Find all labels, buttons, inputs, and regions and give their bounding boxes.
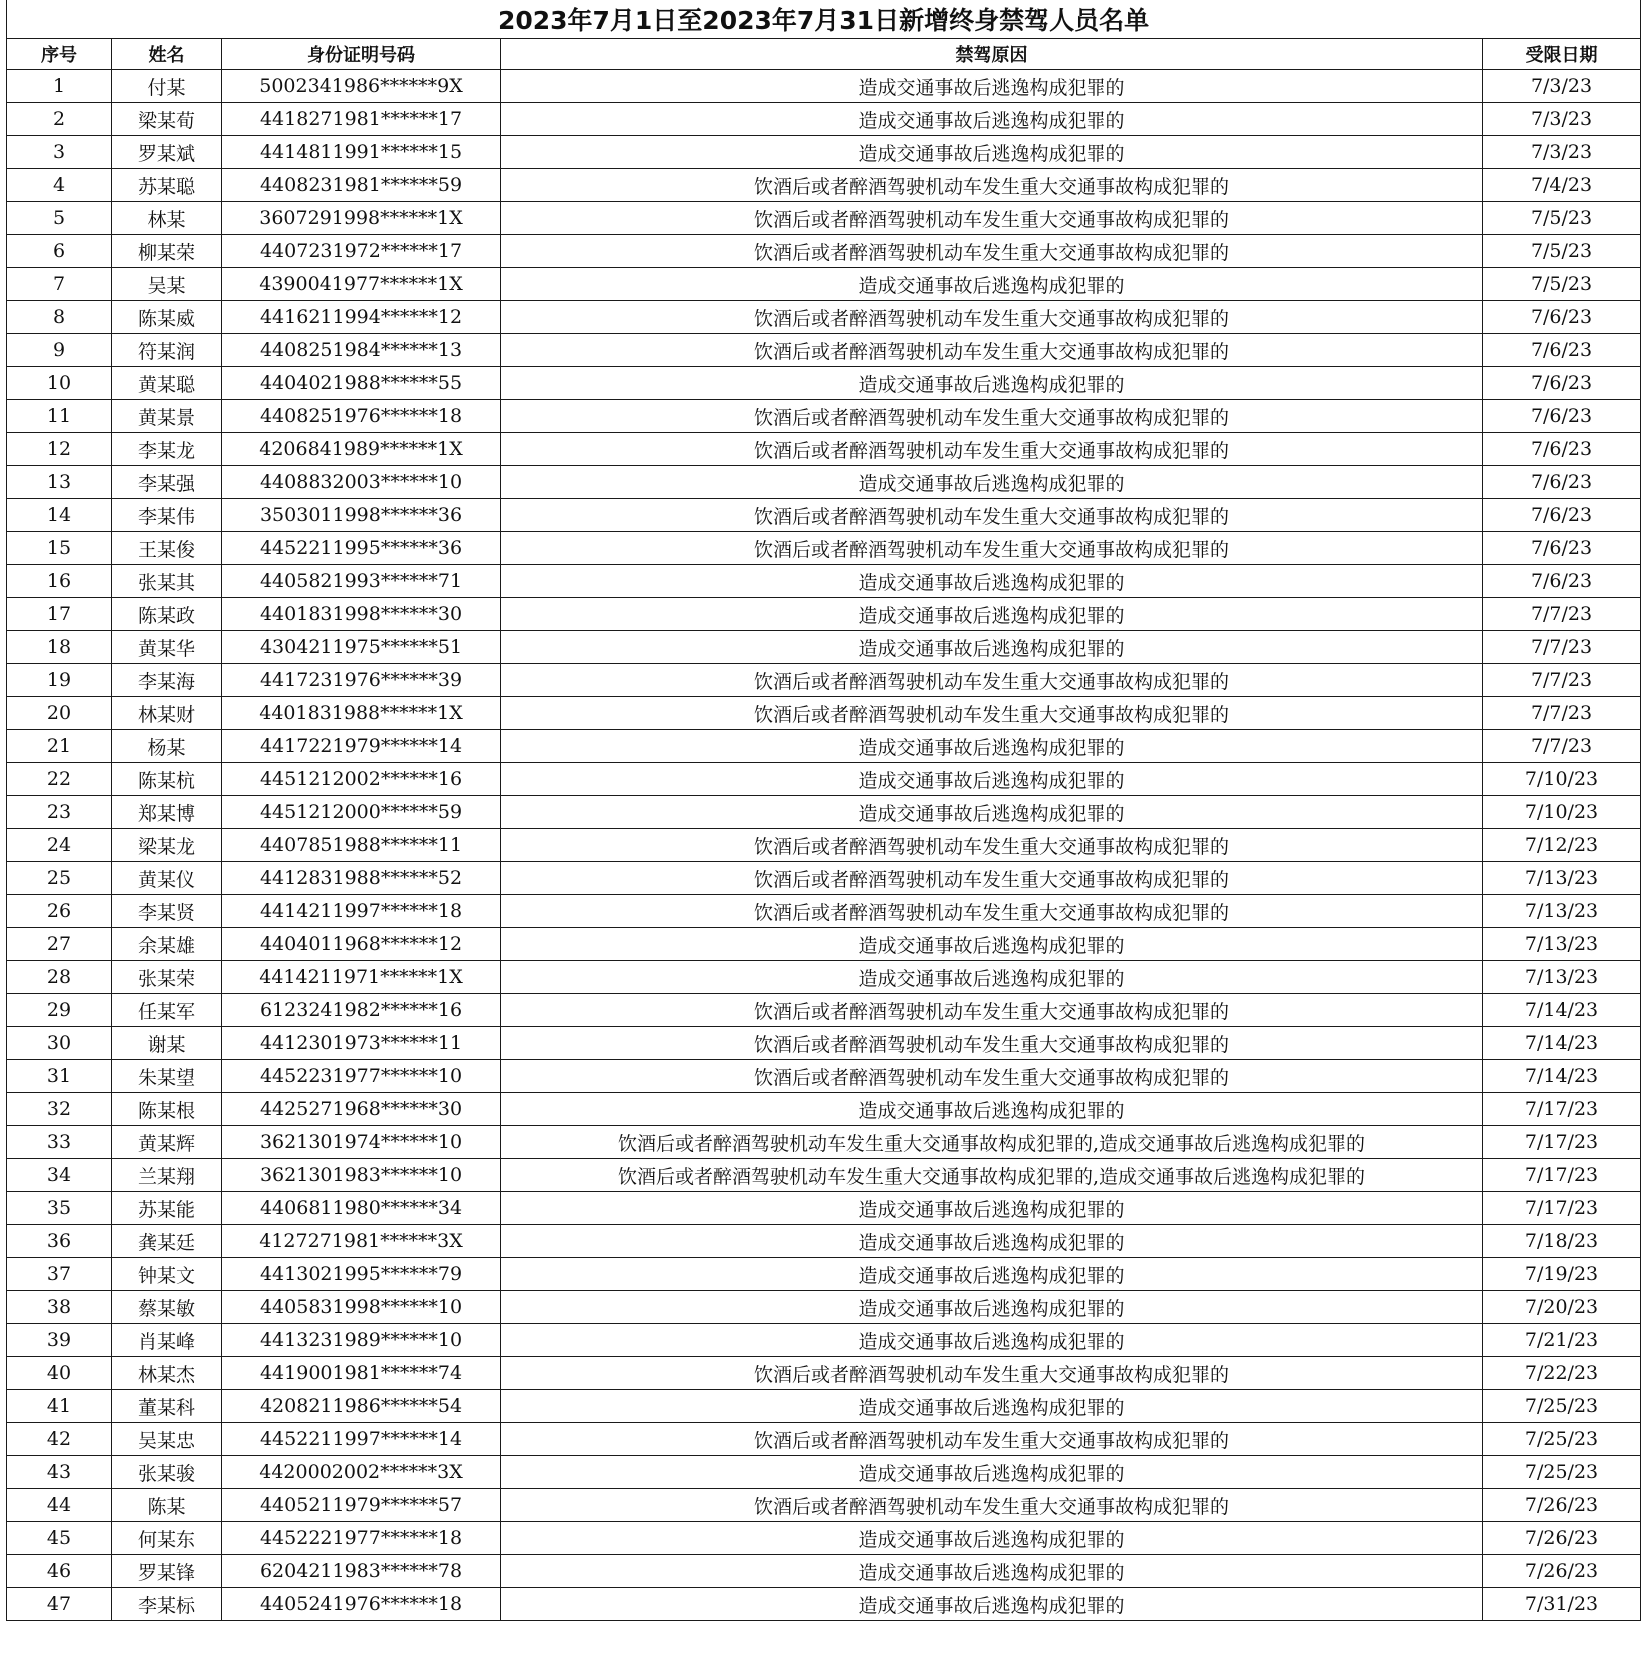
cell-reason: 饮酒后或者醉酒驾驶机动车发生重大交通事故构成犯罪的 [501, 895, 1483, 928]
cell-seq: 32 [7, 1093, 112, 1126]
cell-reason: 造成交通事故后逃逸构成犯罪的 [501, 1555, 1483, 1588]
cell-seq: 1 [7, 70, 112, 103]
cell-name: 付某 [112, 70, 222, 103]
cell-seq: 37 [7, 1258, 112, 1291]
cell-name: 黄某景 [112, 400, 222, 433]
cell-reason: 造成交通事故后逃逸构成犯罪的 [501, 1093, 1483, 1126]
cell-id-number: 4416211994******12 [222, 301, 501, 334]
cell-name: 陈某政 [112, 598, 222, 631]
cell-id-number: 4452211995******36 [222, 532, 501, 565]
cell-reason: 造成交通事故后逃逸构成犯罪的 [501, 763, 1483, 796]
table-row [7, 433, 1641, 466]
cell-reason: 饮酒后或者醉酒驾驶机动车发生重大交通事故构成犯罪的 [501, 499, 1483, 532]
cell-seq: 22 [7, 763, 112, 796]
cell-date: 7/7/23 [1483, 697, 1641, 730]
cell-name: 林某杰 [112, 1357, 222, 1390]
cell-reason: 饮酒后或者醉酒驾驶机动车发生重大交通事故构成犯罪的 [501, 1423, 1483, 1456]
cell-date: 7/7/23 [1483, 730, 1641, 763]
cell-date: 7/22/23 [1483, 1357, 1641, 1390]
cell-reason: 饮酒后或者醉酒驾驶机动车发生重大交通事故构成犯罪的 [501, 1027, 1483, 1060]
cell-name: 李某标 [112, 1588, 222, 1621]
cell-reason: 饮酒后或者醉酒驾驶机动车发生重大交通事故构成犯罪的 [501, 202, 1483, 235]
cell-date: 7/5/23 [1483, 268, 1641, 301]
cell-date: 7/13/23 [1483, 961, 1641, 994]
cell-reason: 饮酒后或者醉酒驾驶机动车发生重大交通事故构成犯罪的 [501, 400, 1483, 433]
cell-id-number: 4413231989******10 [222, 1324, 501, 1357]
cell-name: 李某强 [112, 466, 222, 499]
cell-name: 陈某杭 [112, 763, 222, 796]
cell-id-number: 4206841989******1X [222, 433, 501, 466]
cell-seq: 9 [7, 334, 112, 367]
cell-reason: 造成交通事故后逃逸构成犯罪的 [501, 1225, 1483, 1258]
cell-name: 符某润 [112, 334, 222, 367]
cell-id-number: 4408251976******18 [222, 400, 501, 433]
table-row [7, 1324, 1641, 1357]
cell-id-number: 3621301983******10 [222, 1159, 501, 1192]
cell-reason: 造成交通事故后逃逸构成犯罪的 [501, 1588, 1483, 1621]
cell-name: 陈某 [112, 1489, 222, 1522]
cell-reason: 造成交通事故后逃逸构成犯罪的 [501, 466, 1483, 499]
cell-date: 7/10/23 [1483, 796, 1641, 829]
cell-id-number: 4413021995******79 [222, 1258, 501, 1291]
cell-name: 陈某威 [112, 301, 222, 334]
table-row [7, 169, 1641, 202]
cell-name: 何某东 [112, 1522, 222, 1555]
cell-name: 陈某根 [112, 1093, 222, 1126]
header-name: 姓名 [112, 39, 222, 70]
cell-date: 7/17/23 [1483, 1159, 1641, 1192]
cell-reason: 饮酒后或者醉酒驾驶机动车发生重大交通事故构成犯罪的,造成交通事故后逃逸构成犯罪的 [501, 1126, 1483, 1159]
table-row [7, 367, 1641, 400]
table-row [7, 466, 1641, 499]
cell-reason: 造成交通事故后逃逸构成犯罪的 [501, 961, 1483, 994]
cell-id-number: 4451212000******59 [222, 796, 501, 829]
cell-id-number: 4417231976******39 [222, 664, 501, 697]
cell-id-number: 3503011998******36 [222, 499, 501, 532]
cell-reason: 饮酒后或者醉酒驾驶机动车发生重大交通事故构成犯罪的 [501, 1357, 1483, 1390]
cell-reason: 造成交通事故后逃逸构成犯罪的 [501, 1258, 1483, 1291]
cell-id-number: 4414211971******1X [222, 961, 501, 994]
table-row [7, 1555, 1641, 1588]
cell-name: 黄某辉 [112, 1126, 222, 1159]
cell-id-number: 4414211997******18 [222, 895, 501, 928]
cell-date: 7/6/23 [1483, 433, 1641, 466]
cell-reason: 饮酒后或者醉酒驾驶机动车发生重大交通事故构成犯罪的 [501, 664, 1483, 697]
table-row [7, 103, 1641, 136]
cell-date: 7/26/23 [1483, 1489, 1641, 1522]
cell-seq: 17 [7, 598, 112, 631]
table-row [7, 1522, 1641, 1555]
cell-name: 吴某忠 [112, 1423, 222, 1456]
cell-date: 7/17/23 [1483, 1126, 1641, 1159]
table-row [7, 862, 1641, 895]
cell-seq: 38 [7, 1291, 112, 1324]
cell-seq: 31 [7, 1060, 112, 1093]
cell-reason: 造成交通事故后逃逸构成犯罪的 [501, 103, 1483, 136]
cell-seq: 14 [7, 499, 112, 532]
cell-seq: 23 [7, 796, 112, 829]
cell-date: 7/7/23 [1483, 631, 1641, 664]
cell-id-number: 4452221977******18 [222, 1522, 501, 1555]
cell-date: 7/31/23 [1483, 1588, 1641, 1621]
cell-id-number: 4425271968******30 [222, 1093, 501, 1126]
cell-name: 李某伟 [112, 499, 222, 532]
table-row [7, 1126, 1641, 1159]
table-row [7, 400, 1641, 433]
cell-id-number: 6204211983******78 [222, 1555, 501, 1588]
cell-date: 7/3/23 [1483, 70, 1641, 103]
table-row [7, 1093, 1641, 1126]
cell-seq: 20 [7, 697, 112, 730]
cell-date: 7/6/23 [1483, 301, 1641, 334]
cell-name: 钟某文 [112, 1258, 222, 1291]
table-row [7, 1357, 1641, 1390]
cell-name: 柳某荣 [112, 235, 222, 268]
cell-id-number: 5002341986******9X [222, 70, 501, 103]
cell-date: 7/14/23 [1483, 994, 1641, 1027]
cell-date: 7/25/23 [1483, 1423, 1641, 1456]
cell-reason: 造成交通事故后逃逸构成犯罪的 [501, 1192, 1483, 1225]
cell-name: 苏某能 [112, 1192, 222, 1225]
cell-seq: 2 [7, 103, 112, 136]
cell-seq: 43 [7, 1456, 112, 1489]
cell-id-number: 4407851988******11 [222, 829, 501, 862]
cell-seq: 42 [7, 1423, 112, 1456]
cell-id-number: 4401831988******1X [222, 697, 501, 730]
cell-reason: 饮酒后或者醉酒驾驶机动车发生重大交通事故构成犯罪的 [501, 169, 1483, 202]
table-row [7, 829, 1641, 862]
cell-reason: 造成交通事故后逃逸构成犯罪的 [501, 1390, 1483, 1423]
table-row [7, 763, 1641, 796]
cell-name: 林某 [112, 202, 222, 235]
cell-date: 7/7/23 [1483, 664, 1641, 697]
cell-date: 7/19/23 [1483, 1258, 1641, 1291]
cell-id-number: 4404011968******12 [222, 928, 501, 961]
cell-seq: 46 [7, 1555, 112, 1588]
table-row [7, 1060, 1641, 1093]
cell-reason: 造成交通事故后逃逸构成犯罪的 [501, 1291, 1483, 1324]
cell-id-number: 4408231981******59 [222, 169, 501, 202]
cell-reason: 饮酒后或者醉酒驾驶机动车发生重大交通事故构成犯罪的 [501, 1489, 1483, 1522]
table-row [7, 730, 1641, 763]
cell-seq: 13 [7, 466, 112, 499]
cell-name: 张某荣 [112, 961, 222, 994]
cell-id-number: 4404021988******55 [222, 367, 501, 400]
table-row [7, 994, 1641, 1027]
cell-id-number: 4408251984******13 [222, 334, 501, 367]
cell-reason: 造成交通事故后逃逸构成犯罪的 [501, 565, 1483, 598]
cell-reason: 饮酒后或者醉酒驾驶机动车发生重大交通事故构成犯罪的 [501, 301, 1483, 334]
table-row [7, 499, 1641, 532]
cell-name: 黄某仪 [112, 862, 222, 895]
cell-name: 李某海 [112, 664, 222, 697]
table-row [7, 697, 1641, 730]
cell-date: 7/13/23 [1483, 895, 1641, 928]
cell-reason: 造成交通事故后逃逸构成犯罪的 [501, 367, 1483, 400]
cell-date: 7/26/23 [1483, 1522, 1641, 1555]
cell-reason: 饮酒后或者醉酒驾驶机动车发生重大交通事故构成犯罪的 [501, 829, 1483, 862]
cell-name: 兰某翔 [112, 1159, 222, 1192]
cell-id-number: 4401831998******30 [222, 598, 501, 631]
cell-name: 张某骏 [112, 1456, 222, 1489]
table-row [7, 928, 1641, 961]
cell-date: 7/3/23 [1483, 136, 1641, 169]
cell-id-number: 4452211997******14 [222, 1423, 501, 1456]
cell-id-number: 4406811980******34 [222, 1192, 501, 1225]
cell-seq: 29 [7, 994, 112, 1027]
header-date: 受限日期 [1483, 39, 1641, 70]
table-row [7, 1390, 1641, 1423]
cell-date: 7/4/23 [1483, 169, 1641, 202]
cell-id-number: 4405821993******71 [222, 565, 501, 598]
cell-name: 黄某华 [112, 631, 222, 664]
cell-reason: 饮酒后或者醉酒驾驶机动车发生重大交通事故构成犯罪的 [501, 862, 1483, 895]
cell-reason: 饮酒后或者醉酒驾驶机动车发生重大交通事故构成犯罪的 [501, 334, 1483, 367]
cell-id-number: 4452231977******10 [222, 1060, 501, 1093]
cell-date: 7/21/23 [1483, 1324, 1641, 1357]
cell-name: 梁某龙 [112, 829, 222, 862]
cell-seq: 39 [7, 1324, 112, 1357]
cell-id-number: 4127271981******3X [222, 1225, 501, 1258]
cell-seq: 34 [7, 1159, 112, 1192]
table-row [7, 1489, 1641, 1522]
table-row [7, 301, 1641, 334]
table-row [7, 796, 1641, 829]
cell-name: 朱某望 [112, 1060, 222, 1093]
table-row [7, 961, 1641, 994]
cell-date: 7/6/23 [1483, 466, 1641, 499]
cell-date: 7/14/23 [1483, 1060, 1641, 1093]
cell-seq: 28 [7, 961, 112, 994]
table-row [7, 1588, 1641, 1621]
cell-id-number: 4412301973******11 [222, 1027, 501, 1060]
cell-date: 7/6/23 [1483, 367, 1641, 400]
ban-list-table [6, 0, 1641, 1621]
cell-date: 7/13/23 [1483, 928, 1641, 961]
cell-seq: 16 [7, 565, 112, 598]
cell-id-number: 4405211979******57 [222, 1489, 501, 1522]
cell-id-number: 4408832003******10 [222, 466, 501, 499]
cell-seq: 12 [7, 433, 112, 466]
cell-id-number: 4405831998******10 [222, 1291, 501, 1324]
cell-id-number: 4420002002******3X [222, 1456, 501, 1489]
cell-name: 苏某聪 [112, 169, 222, 202]
cell-reason: 饮酒后或者醉酒驾驶机动车发生重大交通事故构成犯罪的 [501, 994, 1483, 1027]
table-row [7, 532, 1641, 565]
table-body [7, 70, 1641, 1621]
cell-name: 罗某斌 [112, 136, 222, 169]
cell-reason: 造成交通事故后逃逸构成犯罪的 [501, 796, 1483, 829]
cell-seq: 30 [7, 1027, 112, 1060]
table-row [7, 631, 1641, 664]
table-row [7, 598, 1641, 631]
cell-name: 李某贤 [112, 895, 222, 928]
cell-id-number: 4412831988******52 [222, 862, 501, 895]
cell-id-number: 4419001981******74 [222, 1357, 501, 1390]
table-row [7, 202, 1641, 235]
cell-date: 7/26/23 [1483, 1555, 1641, 1588]
table-row [7, 1291, 1641, 1324]
cell-date: 7/25/23 [1483, 1456, 1641, 1489]
table-row [7, 235, 1641, 268]
cell-id-number: 3607291998******1X [222, 202, 501, 235]
cell-name: 龚某廷 [112, 1225, 222, 1258]
table-row [7, 1225, 1641, 1258]
table-row [7, 136, 1641, 169]
cell-reason: 造成交通事故后逃逸构成犯罪的 [501, 136, 1483, 169]
cell-date: 7/14/23 [1483, 1027, 1641, 1060]
cell-name: 蔡某敏 [112, 1291, 222, 1324]
header-seq: 序号 [7, 39, 112, 70]
cell-name: 李某龙 [112, 433, 222, 466]
cell-date: 7/17/23 [1483, 1093, 1641, 1126]
cell-reason: 造成交通事故后逃逸构成犯罪的 [501, 631, 1483, 664]
table-row [7, 895, 1641, 928]
cell-seq: 41 [7, 1390, 112, 1423]
cell-seq: 7 [7, 268, 112, 301]
cell-seq: 10 [7, 367, 112, 400]
cell-date: 7/6/23 [1483, 565, 1641, 598]
cell-name: 余某雄 [112, 928, 222, 961]
header-reason: 禁驾原因 [501, 39, 1483, 70]
cell-seq: 24 [7, 829, 112, 862]
table-row [7, 1192, 1641, 1225]
cell-date: 7/20/23 [1483, 1291, 1641, 1324]
cell-seq: 25 [7, 862, 112, 895]
cell-seq: 4 [7, 169, 112, 202]
cell-id-number: 4405241976******18 [222, 1588, 501, 1621]
cell-date: 7/12/23 [1483, 829, 1641, 862]
cell-reason: 饮酒后或者醉酒驾驶机动车发生重大交通事故构成犯罪的,造成交通事故后逃逸构成犯罪的 [501, 1159, 1483, 1192]
table-row [7, 1423, 1641, 1456]
cell-reason: 造成交通事故后逃逸构成犯罪的 [501, 928, 1483, 961]
cell-reason: 造成交通事故后逃逸构成犯罪的 [501, 70, 1483, 103]
cell-name: 黄某聪 [112, 367, 222, 400]
cell-id-number: 4451212002******16 [222, 763, 501, 796]
cell-date: 7/5/23 [1483, 235, 1641, 268]
cell-id-number: 4417221979******14 [222, 730, 501, 763]
header-row [7, 39, 1641, 70]
title-row [7, 0, 1641, 39]
cell-reason: 造成交通事故后逃逸构成犯罪的 [501, 268, 1483, 301]
cell-seq: 8 [7, 301, 112, 334]
cell-seq: 36 [7, 1225, 112, 1258]
cell-name: 林某财 [112, 697, 222, 730]
cell-reason: 饮酒后或者醉酒驾驶机动车发生重大交通事故构成犯罪的 [501, 1060, 1483, 1093]
cell-name: 董某科 [112, 1390, 222, 1423]
table-row [7, 268, 1641, 301]
cell-reason: 造成交通事故后逃逸构成犯罪的 [501, 1456, 1483, 1489]
cell-name: 肖某峰 [112, 1324, 222, 1357]
cell-reason: 造成交通事故后逃逸构成犯罪的 [501, 598, 1483, 631]
cell-seq: 47 [7, 1588, 112, 1621]
table-row [7, 1027, 1641, 1060]
cell-date: 7/6/23 [1483, 532, 1641, 565]
cell-reason: 饮酒后或者醉酒驾驶机动车发生重大交通事故构成犯罪的 [501, 433, 1483, 466]
cell-id-number: 4418271981******17 [222, 103, 501, 136]
cell-id-number: 6123241982******16 [222, 994, 501, 1027]
cell-seq: 44 [7, 1489, 112, 1522]
cell-seq: 18 [7, 631, 112, 664]
page-title: 2023年7月1日至2023年7月31日新增终身禁驾人员名单 [7, 0, 1641, 39]
cell-date: 7/18/23 [1483, 1225, 1641, 1258]
cell-seq: 26 [7, 895, 112, 928]
cell-reason: 造成交通事故后逃逸构成犯罪的 [501, 730, 1483, 763]
cell-date: 7/5/23 [1483, 202, 1641, 235]
cell-seq: 5 [7, 202, 112, 235]
cell-id-number: 4304211975******51 [222, 631, 501, 664]
cell-date: 7/6/23 [1483, 334, 1641, 367]
cell-reason: 饮酒后或者醉酒驾驶机动车发生重大交通事故构成犯罪的 [501, 235, 1483, 268]
header-id: 身份证明号码 [222, 39, 501, 70]
table-row [7, 70, 1641, 103]
cell-date: 7/25/23 [1483, 1390, 1641, 1423]
cell-seq: 15 [7, 532, 112, 565]
cell-date: 7/17/23 [1483, 1192, 1641, 1225]
cell-reason: 饮酒后或者醉酒驾驶机动车发生重大交通事故构成犯罪的 [501, 532, 1483, 565]
cell-name: 吴某 [112, 268, 222, 301]
cell-seq: 40 [7, 1357, 112, 1390]
cell-name: 张某其 [112, 565, 222, 598]
cell-name: 杨某 [112, 730, 222, 763]
cell-date: 7/7/23 [1483, 598, 1641, 631]
cell-seq: 11 [7, 400, 112, 433]
cell-name: 罗某锋 [112, 1555, 222, 1588]
cell-seq: 27 [7, 928, 112, 961]
table-row [7, 1159, 1641, 1192]
cell-id-number: 4208211986******54 [222, 1390, 501, 1423]
cell-seq: 21 [7, 730, 112, 763]
cell-id-number: 4414811991******15 [222, 136, 501, 169]
cell-seq: 35 [7, 1192, 112, 1225]
table-row [7, 1456, 1641, 1489]
cell-name: 任某军 [112, 994, 222, 1027]
cell-reason: 饮酒后或者醉酒驾驶机动车发生重大交通事故构成犯罪的 [501, 697, 1483, 730]
cell-reason: 造成交通事故后逃逸构成犯罪的 [501, 1324, 1483, 1357]
cell-date: 7/3/23 [1483, 103, 1641, 136]
cell-seq: 3 [7, 136, 112, 169]
table-row [7, 334, 1641, 367]
cell-date: 7/10/23 [1483, 763, 1641, 796]
cell-date: 7/6/23 [1483, 499, 1641, 532]
table-row [7, 565, 1641, 598]
table-row [7, 1258, 1641, 1291]
cell-name: 郑某博 [112, 796, 222, 829]
table-row [7, 664, 1641, 697]
cell-seq: 19 [7, 664, 112, 697]
cell-seq: 6 [7, 235, 112, 268]
cell-name: 王某俊 [112, 532, 222, 565]
cell-id-number: 4390041977******1X [222, 268, 501, 301]
cell-name: 谢某 [112, 1027, 222, 1060]
cell-seq: 45 [7, 1522, 112, 1555]
cell-seq: 33 [7, 1126, 112, 1159]
cell-reason: 造成交通事故后逃逸构成犯罪的 [501, 1522, 1483, 1555]
cell-id-number: 4407231972******17 [222, 235, 501, 268]
cell-date: 7/13/23 [1483, 862, 1641, 895]
cell-date: 7/6/23 [1483, 400, 1641, 433]
cell-id-number: 3621301974******10 [222, 1126, 501, 1159]
cell-name: 梁某荀 [112, 103, 222, 136]
